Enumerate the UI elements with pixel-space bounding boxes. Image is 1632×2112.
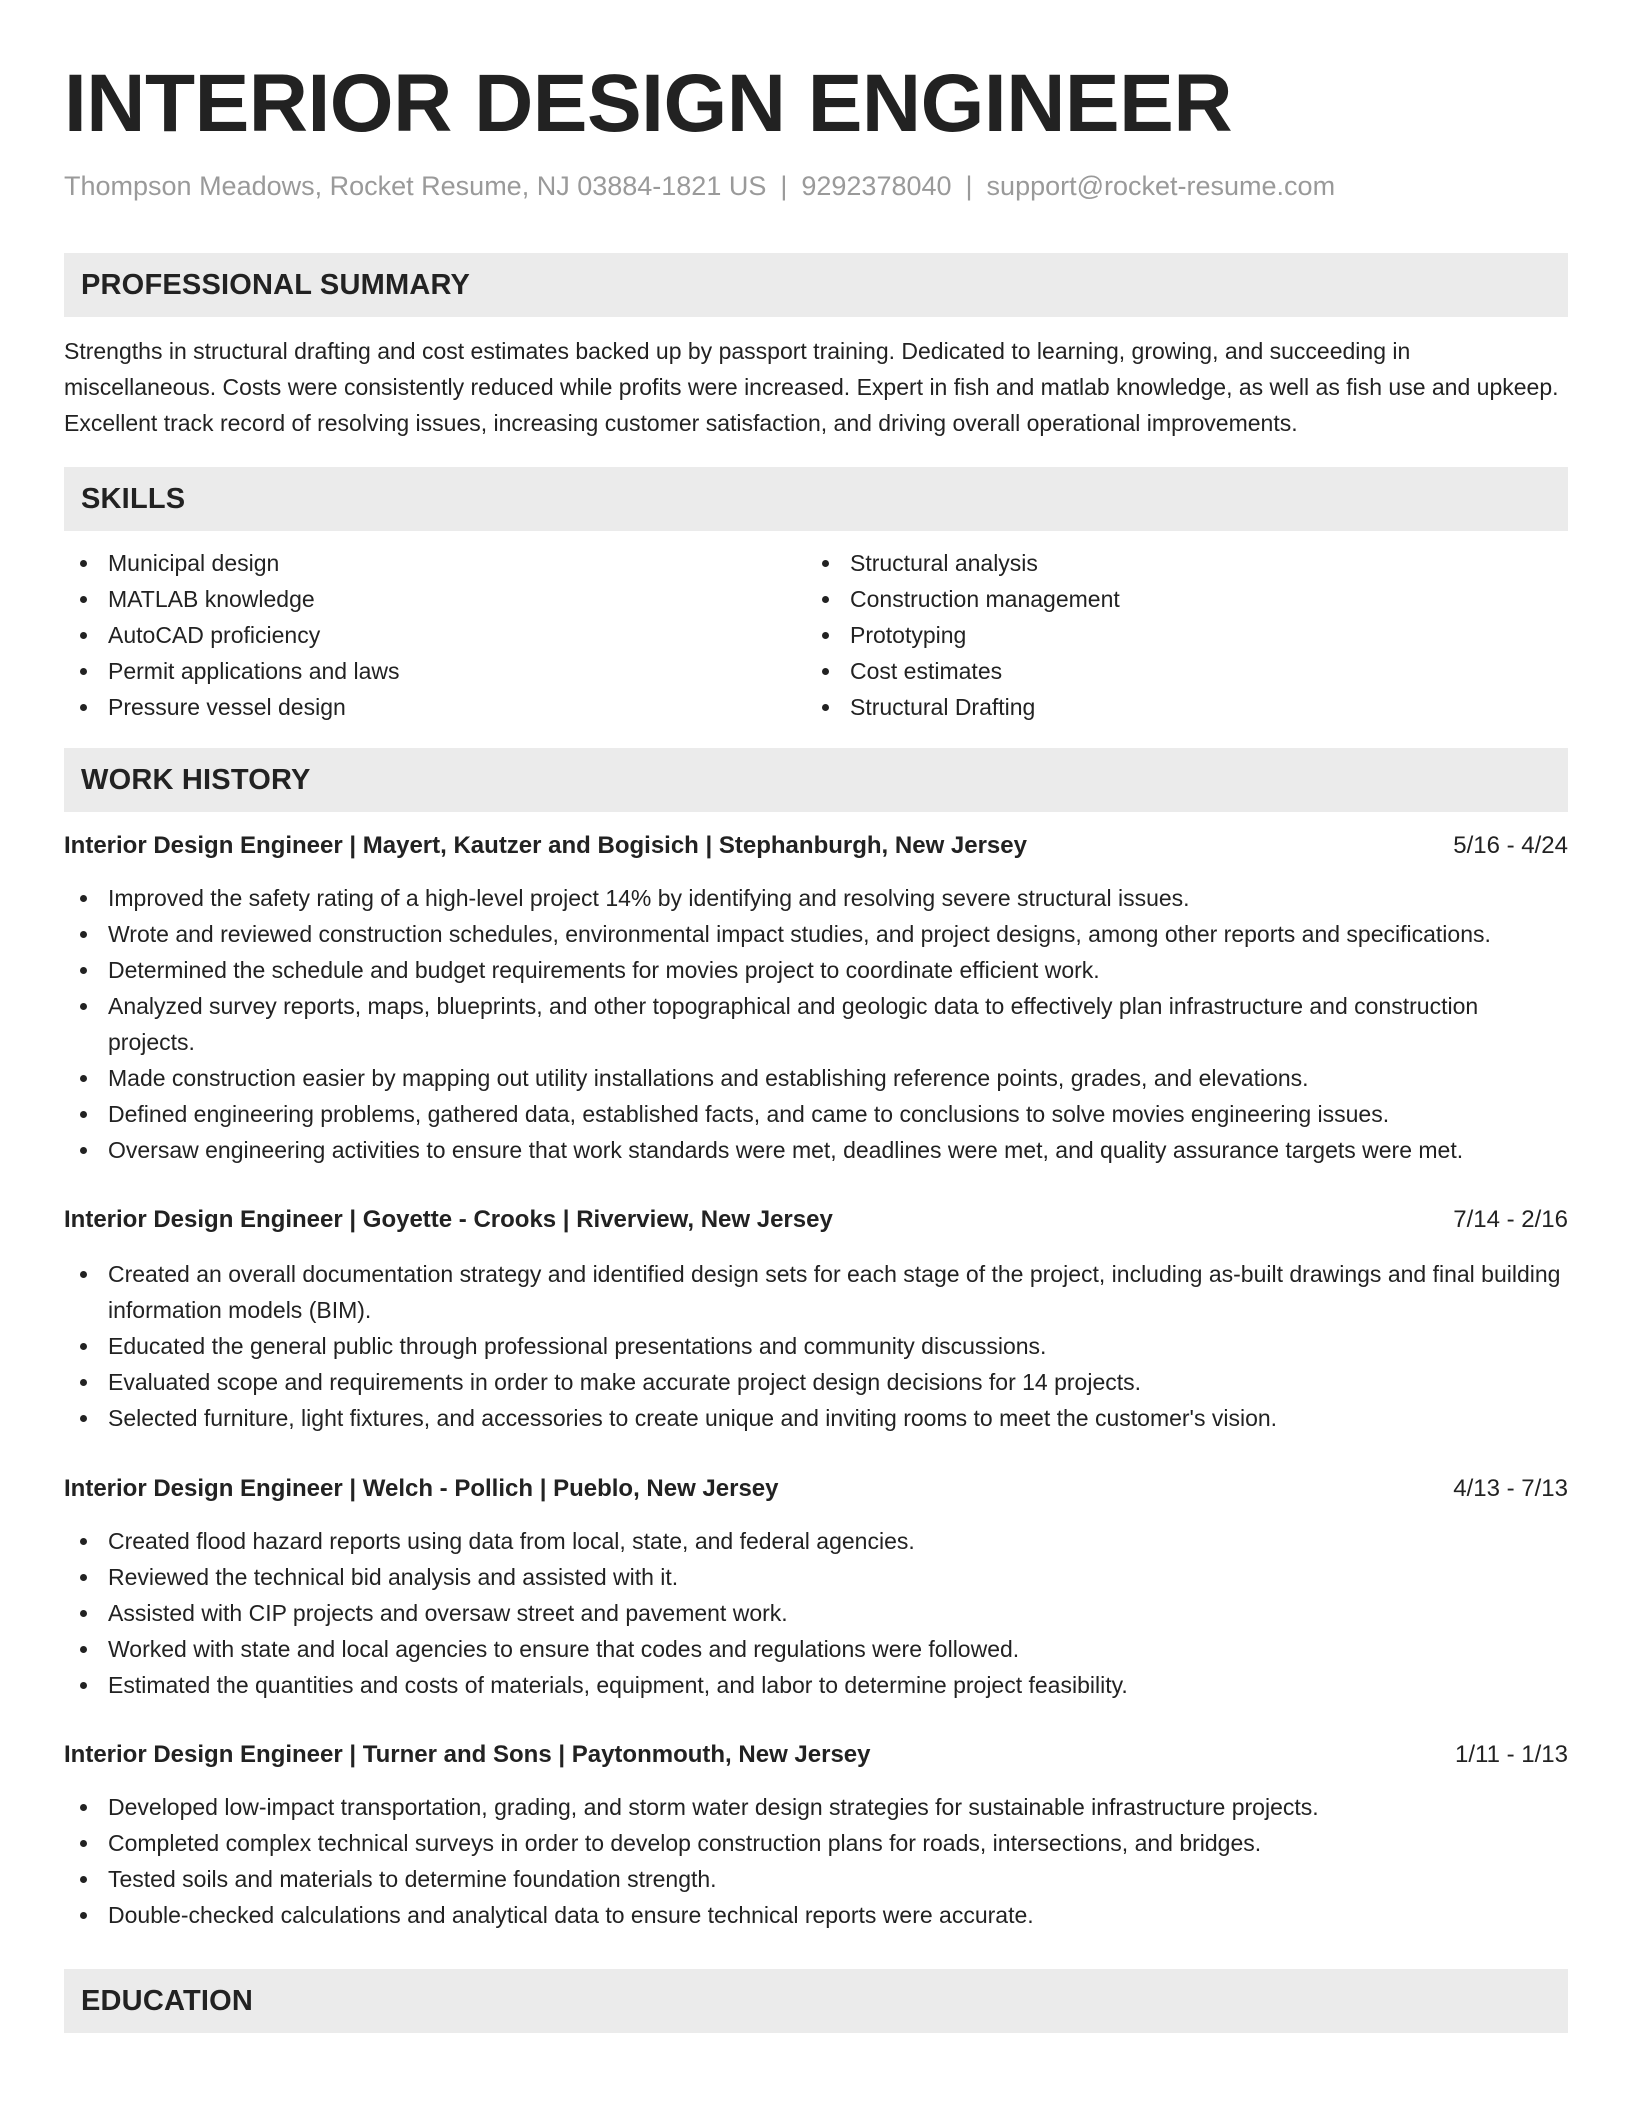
summary-heading: PROFESSIONAL SUMMARY [81,268,471,301]
job-title: Interior Design Engineer | Welch - Pollich | Pueblo, New Jersey [64,1475,779,1502]
job-bullets [64,1256,1568,1436]
contact-address: Thompson Meadows, Rocket Resume, NJ 03884-1821 US [64,171,767,201]
job-bullet: Double-checked calculations and analytical data to ensure technical reports were accurate. [64,1897,1568,1933]
skill-item: Prototyping [806,617,1548,653]
skill-item: AutoCAD proficiency [64,617,806,653]
job-bullet: Developed low-impact transportation, grading, and storm water design strategies for sustainable infrastructure projects. [64,1789,1568,1825]
job-title: Interior Design Engineer | Mayert, Kautzer and Bogisich | Stephanburgh, New Jersey [64,832,1027,859]
job-bullets [64,1789,1568,1933]
job-header [64,1471,1568,1507]
contact-line [64,170,1568,202]
skills-column-right [806,545,1548,725]
job-bullet: Reviewed the technical bid analysis and assisted with it. [64,1559,1568,1595]
job-bullet: Wrote and reviewed construction schedules, environmental impact studies, and project designs, among other reports and specifications. [64,916,1568,952]
contact-phone: 9292378040 [801,171,952,201]
skill-item: Pressure vessel design [64,689,806,725]
skills-column-left [64,545,806,725]
job-entry [64,1737,1568,1933]
job-bullet: Oversaw engineering activities to ensure that work standards were met, deadlines were met, and quality assurance targets were met. [64,1132,1568,1168]
contact-separator: | [780,171,788,201]
candidate-name: INTERIOR DESIGN ENGINEER [64,58,1233,149]
job-bullet: Assisted with CIP projects and oversaw street and pavement work. [64,1595,1568,1631]
job-bullet: Made construction easier by mapping out utility installations and establishing reference points, grades, and elevations. [64,1060,1568,1096]
skill-item: Structural Drafting [806,689,1548,725]
job-dates: 1/11 - 1/13 [1455,1741,1568,1768]
job-bullet: Estimated the quantities and costs of materials, equipment, and labor to determine project feasibility. [64,1667,1568,1703]
work-heading: WORK HISTORY [81,763,311,796]
skill-item: Permit applications and laws [64,653,806,689]
skill-item: Structural analysis [806,545,1548,581]
skill-item: MATLAB knowledge [64,581,806,617]
job-bullet: Worked with state and local agencies to ensure that codes and regulations were followed. [64,1631,1568,1667]
skill-item: Construction management [806,581,1548,617]
job-entry [64,1471,1568,1703]
job-dates: 5/16 - 4/24 [1453,832,1568,859]
job-entry [64,828,1568,1168]
job-dates: 4/13 - 7/13 [1453,1475,1568,1502]
job-bullets [64,1523,1568,1703]
job-bullet: Defined engineering problems, gathered data, established facts, and came to conclusions to solve movies engineering issues. [64,1096,1568,1132]
job-bullets [64,880,1568,1168]
education-section-header [64,1969,1568,2033]
job-bullet: Completed complex technical surveys in order to develop construction plans for roads, intersections, and bridges. [64,1825,1568,1861]
job-bullet: Determined the schedule and budget requirements for movies project to coordinate efficient work. [64,952,1568,988]
skills-heading: SKILLS [81,482,186,515]
resume-page [64,0,1568,2033]
job-bullet: Educated the general public through professional presentations and community discussions. [64,1328,1568,1364]
job-bullet: Analyzed survey reports, maps, blueprints, and other topographical and geologic data to effectively plan infrastructure and construction projects. [64,988,1568,1060]
job-dates: 7/14 - 2/16 [1453,1206,1568,1233]
skill-item: Municipal design [64,545,806,581]
skills-section-header [64,467,1568,531]
job-bullet: Tested soils and materials to determine foundation strength. [64,1861,1568,1897]
work-section-header [64,748,1568,812]
education-heading: EDUCATION [81,1984,254,2017]
contact-email: support@rocket-resume.com [986,171,1336,201]
job-title: Interior Design Engineer | Turner and Sons | Paytonmouth, New Jersey [64,1741,871,1768]
job-bullet: Selected furniture, light fixtures, and accessories to create unique and inviting rooms to meet the customer's vision. [64,1400,1568,1436]
job-title: Interior Design Engineer | Goyette - Crooks | Riverview, New Jersey [64,1206,833,1233]
job-bullet: Created flood hazard reports using data from local, state, and federal agencies. [64,1523,1568,1559]
skills-list [64,545,1568,725]
job-bullet: Evaluated scope and requirements in order to make accurate project design decisions for 14 projects. [64,1364,1568,1400]
summary-text: Strengths in structural drafting and cost estimates backed up by passport training. Dedicated to learning, growing, and succeeding in miscellaneous. Costs were consistently reduced while profits were increased. Expert in fish and matlab knowledge, as well as fish use and upkeep. Excellent track record of resolving issues, increasing customer satisfaction, and driving overall operational improvements. [64,338,1559,436]
job-bullet: Created an overall documentation strategy and identified design sets for each stage of the project, including as-built drawings and final building information models (BIM). [64,1256,1568,1328]
job-bullet: Improved the safety rating of a high-level project 14% by identifying and resolving severe structural issues. [64,880,1568,916]
skill-item: Cost estimates [806,653,1548,689]
summary-section-header [64,253,1568,317]
job-header [64,1737,1568,1773]
contact-separator: | [965,171,973,201]
job-entry [64,1202,1568,1436]
job-header [64,1202,1568,1238]
job-header [64,828,1568,864]
